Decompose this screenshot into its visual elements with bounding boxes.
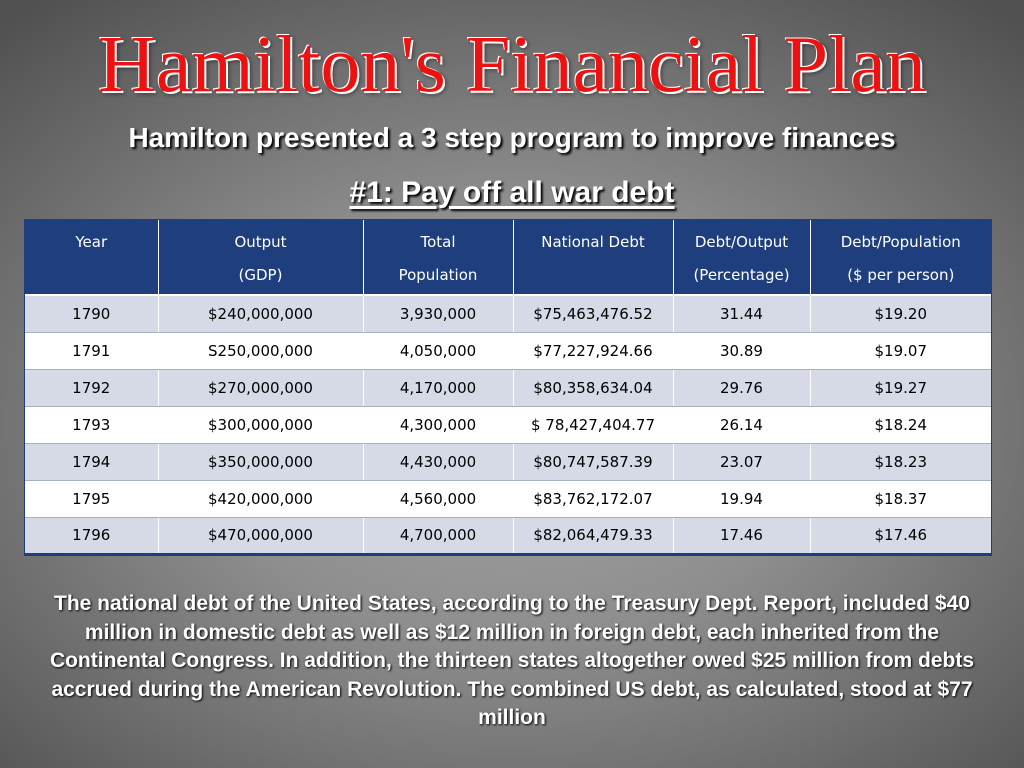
header-line: Year [75, 233, 108, 251]
debt-table [25, 220, 991, 555]
cell-debt-output: 17.46 [673, 517, 810, 554]
cell-output: $420,000,000 [158, 480, 363, 517]
cell-year: 1792 [25, 369, 158, 406]
cell-debt-output: 23.07 [673, 443, 810, 480]
cell-debt-output: 26.14 [673, 406, 810, 443]
header-line: Total [420, 233, 456, 251]
table-row [25, 406, 991, 443]
cell-year: 1793 [25, 406, 158, 443]
cell-debt-population: $17.46 [810, 517, 991, 554]
slide-title: Hamilton's Financial Plan [98, 21, 926, 109]
cell-output: $300,000,000 [158, 406, 363, 443]
step-heading: #1: Pay off all war debt [349, 176, 675, 209]
table-row [25, 332, 991, 369]
header-line: Debt/Output [694, 233, 789, 251]
cell-debt-population: $19.20 [810, 295, 991, 332]
col-header-national-debt [513, 220, 673, 295]
col-header-output [158, 220, 363, 295]
col-header-population [363, 220, 513, 295]
cell-debt-output: 31.44 [673, 295, 810, 332]
cell-national-debt: $80,358,634.04 [513, 369, 673, 406]
cell-debt-population: $18.23 [810, 443, 991, 480]
col-header-year [25, 220, 158, 295]
cell-population: 4,050,000 [363, 332, 513, 369]
cell-output: S250,000,000 [158, 332, 363, 369]
debt-explanation-text: The national debt of the United States, according to the Treasury Dept. Report, included $40 million in domestic debt as well as $12 million in foreign debt, each inherited from the Continental Congress. In addition, the thirteen states altogether owed $25 million from debts accrued during the American Revolution. The combined US debt, as calculated, stood at $77 million [49, 592, 975, 729]
cell-population: 4,560,000 [363, 480, 513, 517]
slide-subtitle: Hamilton presented a 3 step program to improve finances [128, 122, 896, 153]
cell-year: 1791 [25, 332, 158, 369]
cell-population: 4,700,000 [363, 517, 513, 554]
col-header-debt-population [810, 220, 991, 295]
header-line: National Debt [541, 233, 645, 251]
table-row [25, 369, 991, 406]
table-row [25, 480, 991, 517]
header-line: (GDP) [238, 266, 283, 284]
cell-output: $240,000,000 [158, 295, 363, 332]
cell-debt-population: $18.37 [810, 480, 991, 517]
cell-debt-population: $19.27 [810, 369, 991, 406]
cell-output: $270,000,000 [158, 369, 363, 406]
cell-debt-output: 29.76 [673, 369, 810, 406]
cell-debt-output: 19.94 [673, 480, 810, 517]
table-row [25, 443, 991, 480]
cell-population: 3,930,000 [363, 295, 513, 332]
cell-debt-population: $18.24 [810, 406, 991, 443]
cell-national-debt: $75,463,476.52 [513, 295, 673, 332]
cell-output: $350,000,000 [158, 443, 363, 480]
cell-year: 1795 [25, 480, 158, 517]
cell-national-debt: $83,762,172.07 [513, 480, 673, 517]
cell-debt-population: $19.07 [810, 332, 991, 369]
cell-output: $470,000,000 [158, 517, 363, 554]
cell-debt-output: 30.89 [673, 332, 810, 369]
header-line: ($ per person) [847, 266, 955, 284]
cell-year: 1796 [25, 517, 158, 554]
table-row [25, 295, 991, 332]
table-row [25, 517, 991, 554]
cell-national-debt: $77,227,924.66 [513, 332, 673, 369]
cell-year: 1794 [25, 443, 158, 480]
header-line: Debt/Population [840, 233, 961, 251]
header-line: Population [398, 266, 478, 284]
header-line: Output [234, 233, 287, 251]
cell-population: 4,300,000 [363, 406, 513, 443]
col-header-debt-output [673, 220, 810, 295]
cell-national-debt: $82,064,479.33 [513, 517, 673, 554]
cell-national-debt: $ 78,427,404.77 [513, 406, 673, 443]
cell-population: 4,170,000 [363, 369, 513, 406]
cell-population: 4,430,000 [363, 443, 513, 480]
cell-national-debt: $80,747,587.39 [513, 443, 673, 480]
cell-year: 1790 [25, 295, 158, 332]
header-line: (Percentage) [693, 266, 790, 284]
table-header-row [25, 220, 991, 295]
